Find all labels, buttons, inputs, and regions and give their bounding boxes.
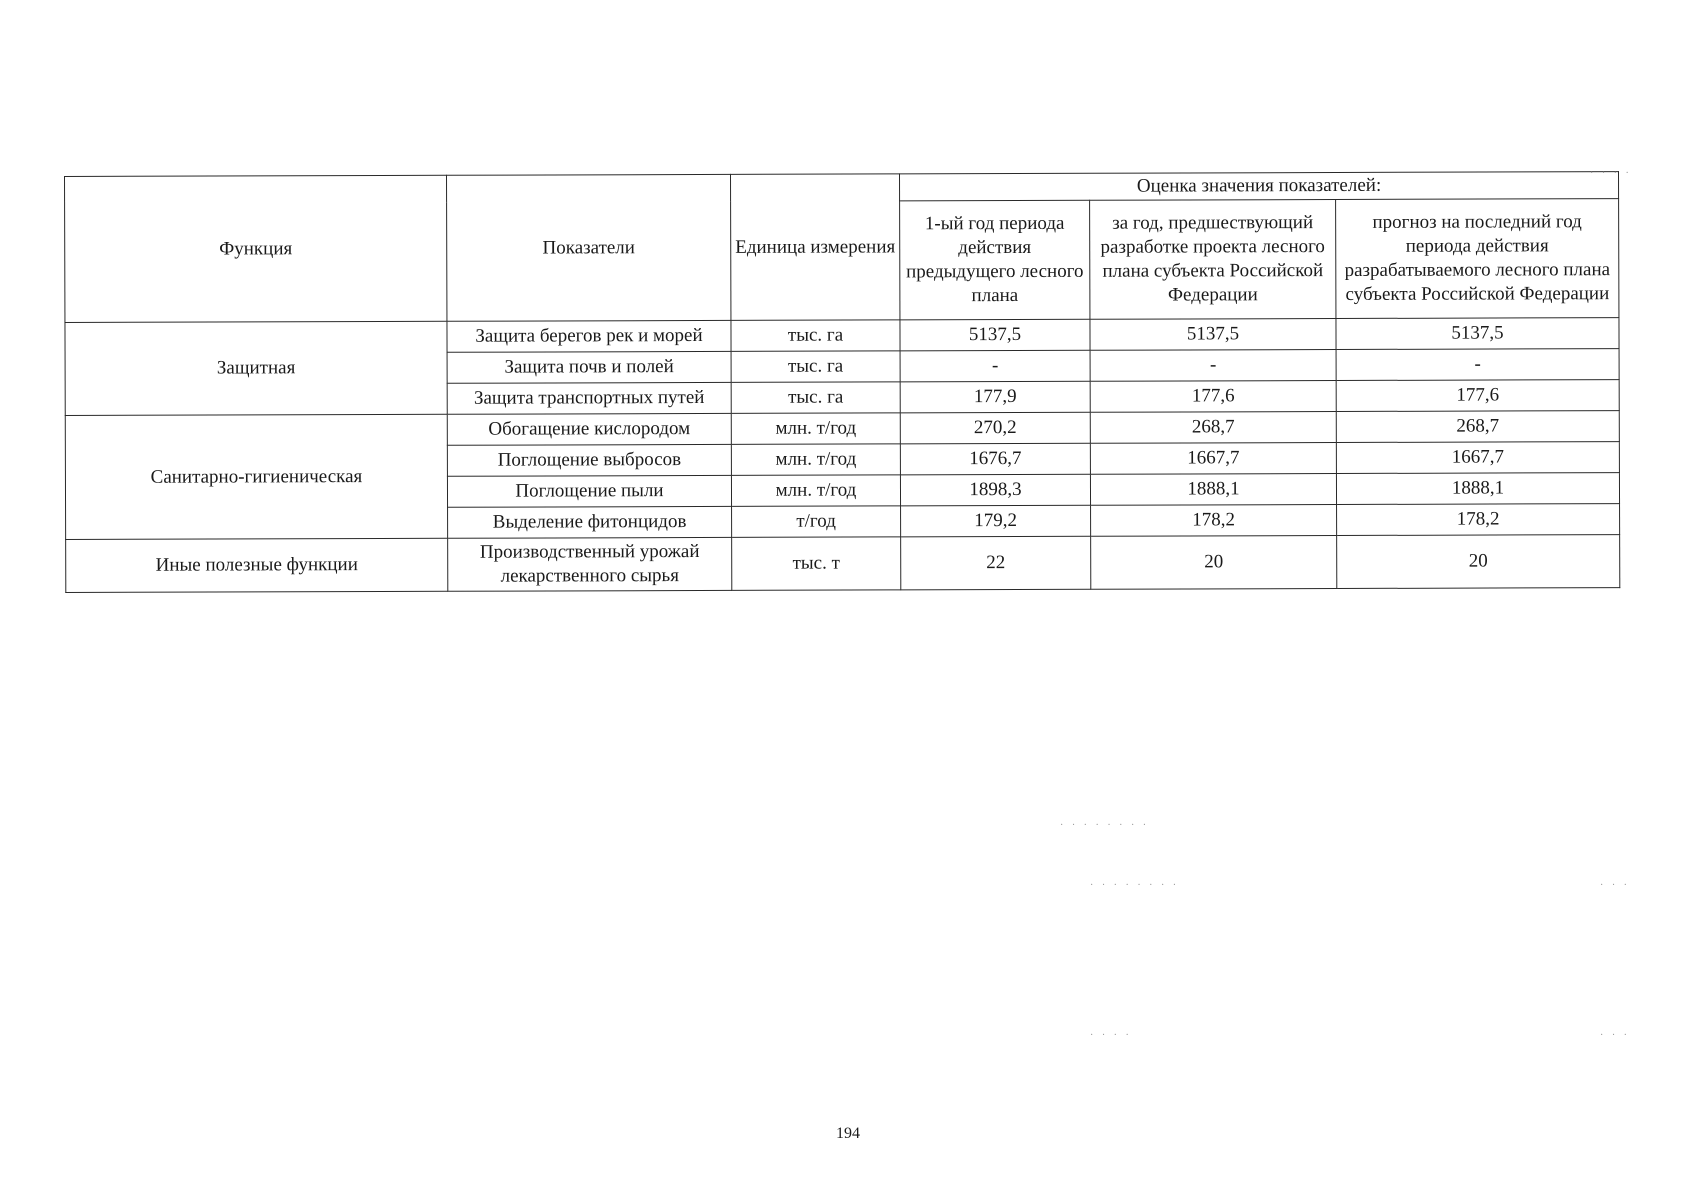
forecast-cell: 178,2 — [1337, 504, 1620, 536]
unit-cell: т/год — [732, 506, 901, 538]
prev-year-cell: 178,2 — [1091, 505, 1337, 537]
table-row — [65, 411, 1619, 447]
header-assessment-group: Оценка значения показателей: — [899, 172, 1618, 201]
indicator-cell: Поглощение выбросов — [447, 444, 731, 476]
prev-year-cell: 20 — [1091, 536, 1337, 590]
scan-artifact: · · · · · · · · — [1060, 820, 1150, 831]
function-cell: Иные полезные функции — [66, 538, 448, 592]
function-cell: Защитная — [65, 321, 447, 415]
first-year-cell: 22 — [901, 536, 1091, 590]
scan-artifact: · · · · · · · · — [1090, 880, 1180, 891]
indicator-cell: Поглощение пыли — [447, 475, 731, 507]
header-indicators: Показатели — [446, 174, 730, 321]
indicator-cell: Выделение фитонцидов — [448, 506, 732, 538]
indicator-cell: Защита берегов рек и морей — [447, 320, 731, 352]
first-year-cell: 5137,5 — [900, 319, 1090, 351]
header-function: Функция — [65, 175, 447, 322]
table-row — [66, 535, 1620, 593]
forecast-cell: 5137,5 — [1336, 318, 1619, 350]
first-year-cell: 177,9 — [900, 381, 1090, 413]
unit-cell: тыс. га — [731, 351, 900, 383]
scan-artifact: · · · · — [1590, 168, 1632, 179]
first-year-cell: 179,2 — [901, 505, 1091, 537]
unit-cell: тыс. га — [731, 320, 900, 352]
forest-functions-table — [64, 171, 1620, 593]
scan-artifact: · · · · — [1090, 1030, 1132, 1041]
header-first-year: 1-ый год периода действия предыдущего лесного плана — [900, 200, 1090, 320]
unit-cell: млн. т/год — [731, 444, 900, 476]
forecast-cell: - — [1336, 349, 1619, 381]
forecast-cell: 20 — [1337, 535, 1620, 589]
prev-year-cell: 1888,1 — [1090, 474, 1336, 506]
forecast-cell: 1667,7 — [1336, 442, 1619, 474]
scan-artifact: · · · — [1600, 1030, 1630, 1041]
scan-artifact: · · · — [1600, 880, 1630, 891]
forecast-cell: 1888,1 — [1336, 473, 1619, 505]
prev-year-cell: 177,6 — [1090, 381, 1336, 413]
prev-year-cell: 5137,5 — [1090, 319, 1336, 351]
header-unit: Единица измерения — [730, 174, 899, 321]
header-forecast: прогноз на последний год периода действия разрабатываемого лесного плана субъекта Российской Федерации — [1336, 199, 1619, 319]
first-year-cell: 1898,3 — [900, 474, 1090, 506]
indicator-cell: Защита транспортных путей — [447, 382, 731, 414]
unit-cell: тыс. т — [732, 537, 901, 591]
prev-year-cell: 1667,7 — [1090, 443, 1336, 475]
prev-year-cell: 268,7 — [1090, 412, 1336, 444]
unit-cell: млн. т/год — [731, 475, 900, 507]
first-year-cell: - — [900, 350, 1090, 382]
indicator-cell: Обогащение кислородом — [447, 413, 731, 445]
page-number: 194 — [836, 1125, 860, 1142]
first-year-cell: 1676,7 — [900, 443, 1090, 475]
table-row — [65, 318, 1619, 354]
forecast-cell: 268,7 — [1336, 411, 1619, 443]
indicator-cell: Защита почв и полей — [447, 351, 731, 383]
function-cell: Санитарно-гигиеническая — [65, 414, 447, 539]
first-year-cell: 270,2 — [900, 412, 1090, 444]
prev-year-cell: - — [1090, 350, 1336, 382]
forecast-cell: 177,6 — [1336, 380, 1619, 412]
indicator-cell: Производственный урожай лекарственного сырья — [448, 537, 732, 591]
header-prev-year: за год, предшествующий разработке проекта лесного плана субъекта Российской Федерации — [1090, 200, 1336, 320]
unit-cell: тыс. га — [731, 382, 900, 414]
unit-cell: млн. т/год — [731, 413, 900, 445]
